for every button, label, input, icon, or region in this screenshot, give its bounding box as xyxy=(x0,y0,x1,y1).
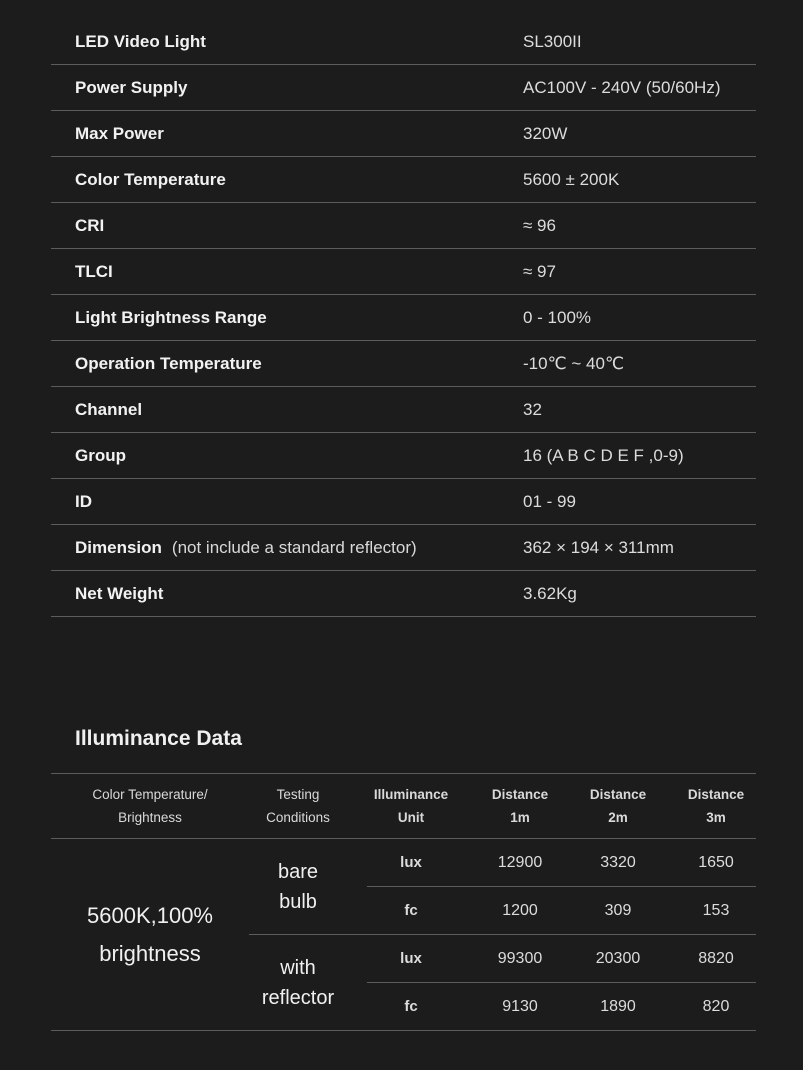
spec-label: Max Power xyxy=(75,123,164,143)
value-cell: 820 xyxy=(702,997,730,1015)
spec-value: 320W xyxy=(523,123,568,143)
value-cell: 1890 xyxy=(600,997,636,1015)
value-cell: 153 xyxy=(702,901,730,919)
spec-label: ID xyxy=(75,491,92,511)
spec-label: Light Brightness Range xyxy=(75,307,267,327)
brightness-cell: 5600K,100% brightness xyxy=(87,903,213,966)
unit-cell: lux xyxy=(400,854,422,871)
spec-label: LED Video Light xyxy=(75,31,206,51)
spec-row-model xyxy=(51,19,756,65)
spec-label xyxy=(51,538,523,558)
spec-row-color-temperature xyxy=(51,157,756,203)
spec-row-group xyxy=(51,433,756,479)
spec-value: 362 × 194 × 311mm xyxy=(523,537,674,557)
spec-value: -10℃ ~ 40℃ xyxy=(523,353,625,373)
unit-cell: fc xyxy=(404,998,418,1015)
spec-label: Channel xyxy=(75,399,143,419)
spec-label: Operation Temperature xyxy=(75,353,262,373)
unit-cell: lux xyxy=(400,950,422,967)
spec-row-brightness-range xyxy=(51,295,756,341)
header-color-temperature: Color Temperature/ Brightness xyxy=(92,787,208,825)
spec-value: ≈ 97 xyxy=(523,261,556,281)
spec-row-id xyxy=(51,479,756,525)
spec-label: Net Weight xyxy=(75,583,164,603)
value-cell: 3320 xyxy=(600,853,636,871)
spec-row-operation-temperature xyxy=(51,341,756,387)
value-cell: 20300 xyxy=(595,949,641,967)
spec-label: Group xyxy=(75,445,126,465)
header-distance-2m: Distance 2m xyxy=(589,787,647,825)
spec-row-channel xyxy=(51,387,756,433)
spec-value: 01 - 99 xyxy=(523,491,576,511)
header-distance-3m: Distance 3m xyxy=(687,787,745,825)
spec-value: 16 (A B C D E F ,0-9) xyxy=(523,445,684,465)
spec-label: CRI xyxy=(75,215,105,235)
spec-row-power-supply xyxy=(51,65,756,111)
illuminance-title: Illuminance Data xyxy=(75,727,242,750)
spec-label: TLCI xyxy=(75,261,113,281)
spec-label: Power Supply xyxy=(75,77,188,97)
value-cell: 99300 xyxy=(497,949,543,967)
spec-value: 32 xyxy=(523,399,542,419)
value-cell: 1200 xyxy=(502,901,538,919)
value-cell: 1650 xyxy=(698,853,734,871)
unit-cell: fc xyxy=(404,902,418,919)
value-cell: 9130 xyxy=(502,997,538,1015)
spec-row-tlci xyxy=(51,249,756,295)
condition-bare-bulb: bare bulb xyxy=(277,860,319,913)
header-distance-1m: Distance 1m xyxy=(491,787,549,825)
condition-with-reflector: with reflector xyxy=(261,957,335,1009)
spec-value: ≈ 96 xyxy=(523,215,556,235)
value-cell: 12900 xyxy=(497,853,543,871)
value-cell: 8820 xyxy=(698,949,734,967)
value-cell: 309 xyxy=(604,901,632,919)
spec-value: AC100V - 240V (50/60Hz) xyxy=(523,77,721,97)
spec-value: 5600 ± 200K xyxy=(523,169,620,189)
spec-row-cri xyxy=(51,203,756,249)
spec-table xyxy=(51,19,756,617)
spec-value: SL300II xyxy=(523,31,582,51)
header-testing-conditions: Testing Conditions xyxy=(266,787,330,825)
spec-value: 3.62Kg xyxy=(523,583,577,603)
header-illuminance-unit: Illuminance Unit xyxy=(373,787,449,825)
spec-label-text: Dimension xyxy=(75,537,162,557)
illuminance-table xyxy=(51,773,756,1031)
spec-row-net-weight xyxy=(51,571,756,617)
spec-label: Color Temperature xyxy=(75,169,226,189)
spec-row-max-power xyxy=(51,111,756,157)
spec-label-note: (not include a standard reflector) xyxy=(171,537,417,557)
spec-row-dimension xyxy=(51,525,756,571)
spec-value: 0 - 100% xyxy=(523,307,592,327)
